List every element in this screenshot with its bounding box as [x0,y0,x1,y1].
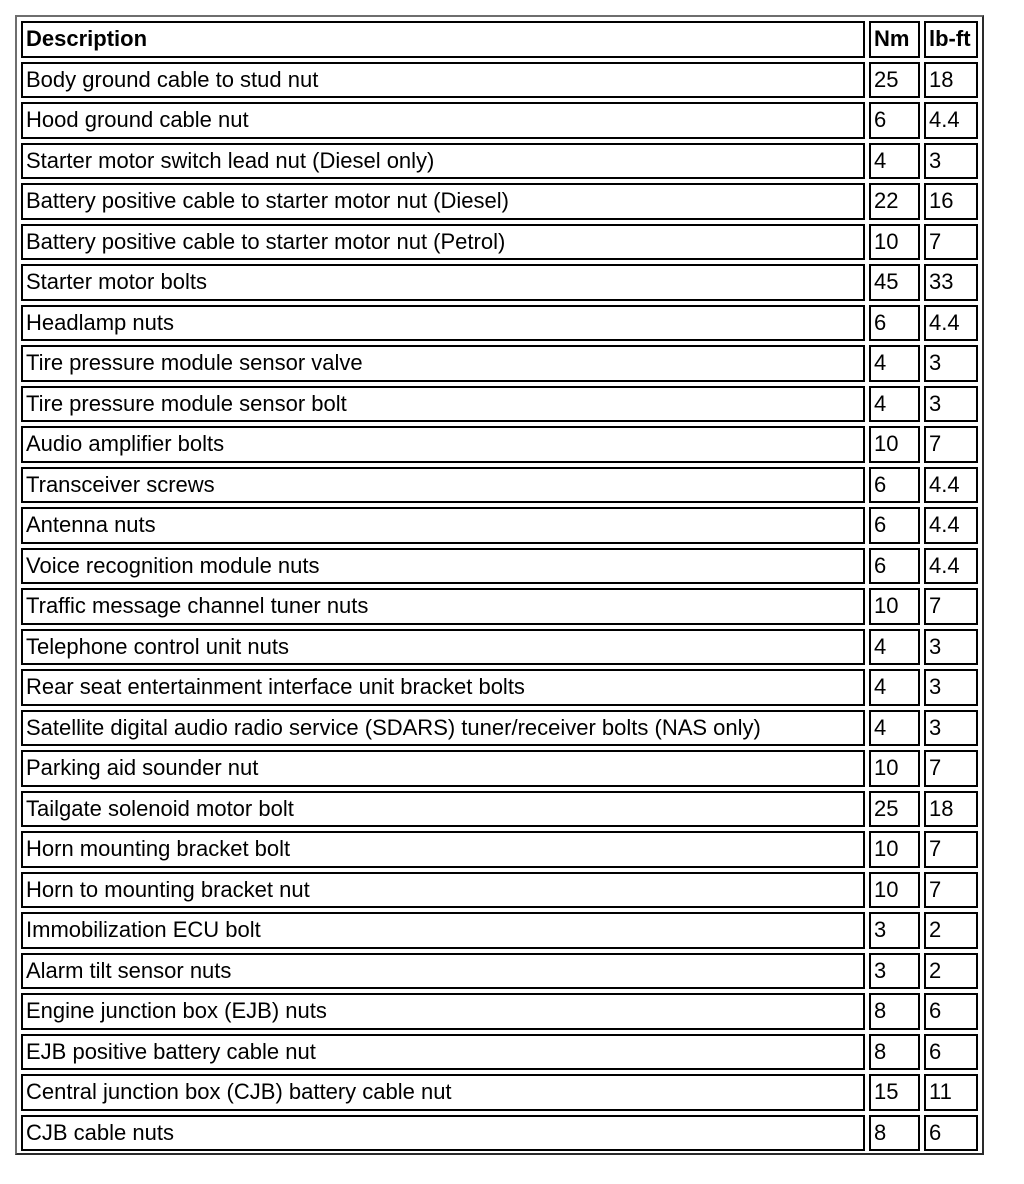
cell-nm: 8 [869,1115,920,1152]
table-row [21,467,978,504]
cell-nm: 10 [869,426,920,463]
torque-spec-table [17,17,982,1155]
cell-description: Horn mounting bracket bolt [21,831,865,868]
cell-nm: 4 [869,143,920,180]
table-row [21,426,978,463]
cell-lbft: 3 [924,669,978,706]
cell-description: Starter motor bolts [21,264,865,301]
cell-lbft: 3 [924,386,978,423]
cell-nm: 4 [869,629,920,666]
cell-nm: 4 [869,710,920,747]
cell-lbft: 4.4 [924,507,978,544]
table-row [21,102,978,139]
cell-lbft: 2 [924,953,978,990]
cell-description: Battery positive cable to starter motor nut (Petrol) [21,224,865,261]
cell-nm: 4 [869,386,920,423]
cell-nm: 15 [869,1074,920,1111]
table-row [21,791,978,828]
cell-nm: 6 [869,548,920,585]
cell-description: Tailgate solenoid motor bolt [21,791,865,828]
table-row [21,507,978,544]
table-row [21,224,978,261]
table-row [21,993,978,1030]
column-header-description: Description [21,21,865,58]
cell-nm: 6 [869,102,920,139]
cell-lbft: 7 [924,588,978,625]
cell-nm: 45 [869,264,920,301]
cell-lbft: 4.4 [924,102,978,139]
cell-lbft: 3 [924,345,978,382]
cell-nm: 22 [869,183,920,220]
table-header-row [21,21,978,58]
cell-lbft: 6 [924,993,978,1030]
cell-description: Starter motor switch lead nut (Diesel only) [21,143,865,180]
cell-description: Tire pressure module sensor valve [21,345,865,382]
cell-lbft: 3 [924,143,978,180]
cell-lbft: 6 [924,1034,978,1071]
table-row [21,386,978,423]
cell-description: Immobilization ECU bolt [21,912,865,949]
cell-description: Engine junction box (EJB) nuts [21,993,865,1030]
table-row [21,629,978,666]
cell-description: Traffic message channel tuner nuts [21,588,865,625]
cell-lbft: 16 [924,183,978,220]
cell-description: Hood ground cable nut [21,102,865,139]
cell-lbft: 11 [924,1074,978,1111]
cell-nm: 3 [869,953,920,990]
column-header-lbft: lb-ft [924,21,978,58]
cell-description: Telephone control unit nuts [21,629,865,666]
cell-nm: 4 [869,345,920,382]
table-row [21,1115,978,1152]
cell-lbft: 7 [924,831,978,868]
cell-description: CJB cable nuts [21,1115,865,1152]
cell-lbft: 7 [924,750,978,787]
cell-description: Antenna nuts [21,507,865,544]
cell-description: Transceiver screws [21,467,865,504]
cell-lbft: 18 [924,62,978,99]
cell-description: Headlamp nuts [21,305,865,342]
table-row [21,143,978,180]
cell-lbft: 4.4 [924,548,978,585]
table-row [21,305,978,342]
table-row [21,953,978,990]
table-row [21,750,978,787]
table-body [21,62,978,1152]
table-row [21,588,978,625]
cell-lbft: 33 [924,264,978,301]
torque-spec-table-frame [15,15,984,1155]
cell-lbft: 7 [924,426,978,463]
cell-nm: 6 [869,467,920,504]
cell-nm: 6 [869,507,920,544]
cell-nm: 4 [869,669,920,706]
cell-nm: 10 [869,831,920,868]
table-row [21,1034,978,1071]
table-row [21,669,978,706]
cell-description: Voice recognition module nuts [21,548,865,585]
cell-description: Rear seat entertainment interface unit bracket bolts [21,669,865,706]
table-row [21,183,978,220]
table-row [21,831,978,868]
cell-description: EJB positive battery cable nut [21,1034,865,1071]
cell-description: Parking aid sounder nut [21,750,865,787]
table-row [21,1074,978,1111]
cell-nm: 8 [869,1034,920,1071]
cell-lbft: 3 [924,629,978,666]
cell-nm: 10 [869,588,920,625]
cell-lbft: 4.4 [924,467,978,504]
cell-description: Central junction box (CJB) battery cable nut [21,1074,865,1111]
table-row [21,62,978,99]
table-row [21,872,978,909]
cell-description: Tire pressure module sensor bolt [21,386,865,423]
cell-lbft: 7 [924,224,978,261]
cell-nm: 3 [869,912,920,949]
cell-description: Body ground cable to stud nut [21,62,865,99]
table-row [21,345,978,382]
table-row [21,710,978,747]
cell-lbft: 4.4 [924,305,978,342]
cell-nm: 10 [869,872,920,909]
table-row [21,264,978,301]
cell-lbft: 6 [924,1115,978,1152]
cell-lbft: 7 [924,872,978,909]
cell-description: Audio amplifier bolts [21,426,865,463]
cell-lbft: 18 [924,791,978,828]
cell-lbft: 3 [924,710,978,747]
cell-nm: 6 [869,305,920,342]
cell-lbft: 2 [924,912,978,949]
cell-nm: 10 [869,224,920,261]
cell-nm: 8 [869,993,920,1030]
table-row [21,912,978,949]
cell-description: Battery positive cable to starter motor nut (Diesel) [21,183,865,220]
column-header-nm: Nm [869,21,920,58]
cell-description: Satellite digital audio radio service (SDARS) tuner/receiver bolts (NAS only) [21,710,865,747]
table-row [21,548,978,585]
cell-nm: 25 [869,791,920,828]
cell-description: Alarm tilt sensor nuts [21,953,865,990]
cell-nm: 10 [869,750,920,787]
cell-description: Horn to mounting bracket nut [21,872,865,909]
cell-nm: 25 [869,62,920,99]
